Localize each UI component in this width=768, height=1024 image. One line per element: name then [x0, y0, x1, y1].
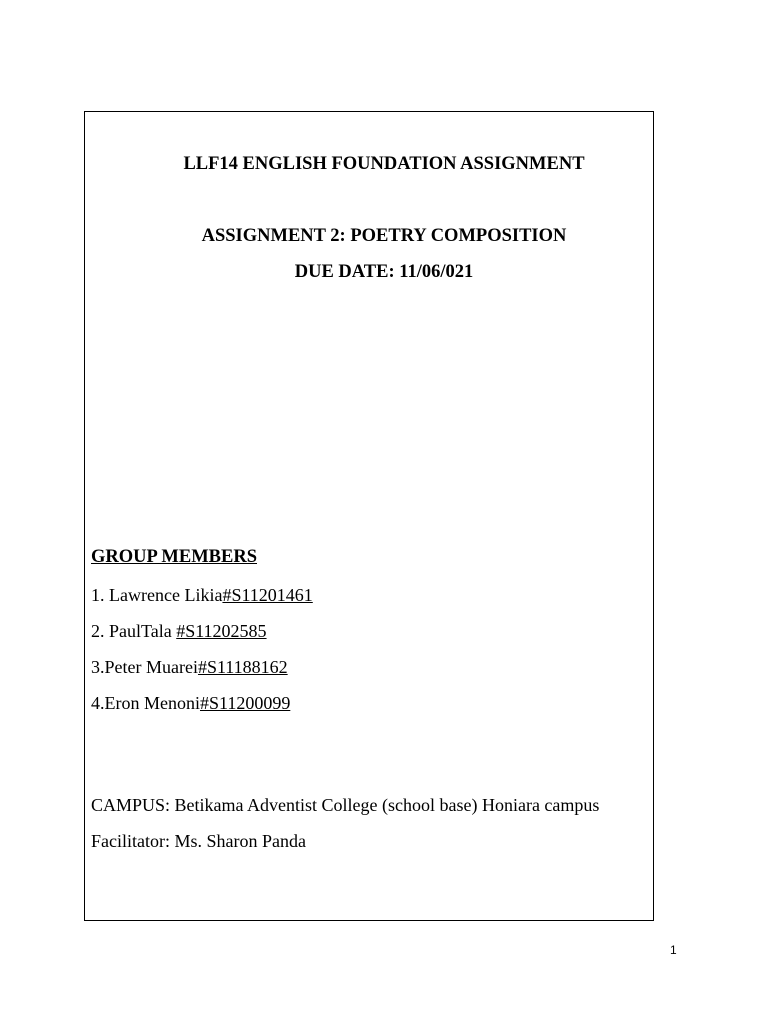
member-name: 3.Peter Muarei [91, 657, 198, 677]
group-members-heading: GROUP MEMBERS [91, 547, 257, 567]
facilitator-line: Facilitator: Ms. Sharon Panda [91, 831, 306, 851]
page-number: 1 [670, 943, 677, 957]
due-date: DUE DATE: 11/06/021 [294, 262, 474, 282]
assignment-title: LLF14 ENGLISH FOUNDATION ASSIGNMENT [183, 154, 585, 174]
member-item [91, 584, 313, 606]
member-item [91, 656, 288, 678]
member-item [91, 692, 290, 714]
campus-line: CAMPUS: Betikama Adventist College (school base) Honiara campus [91, 795, 600, 815]
member-student-id: #S11188162 [197, 657, 288, 677]
member-student-id: #S11202585 [176, 621, 267, 641]
member-name: 4.Eron Menoni [91, 693, 200, 713]
member-item [91, 620, 267, 642]
member-name: 2. PaulTala [91, 621, 177, 641]
assignment-subtitle: ASSIGNMENT 2: POETRY COMPOSITION [201, 226, 567, 246]
member-student-id: #S11200099 [199, 693, 291, 713]
member-student-id: #S11201461 [222, 585, 313, 605]
member-name: 1. Lawrence Likia [91, 585, 223, 605]
